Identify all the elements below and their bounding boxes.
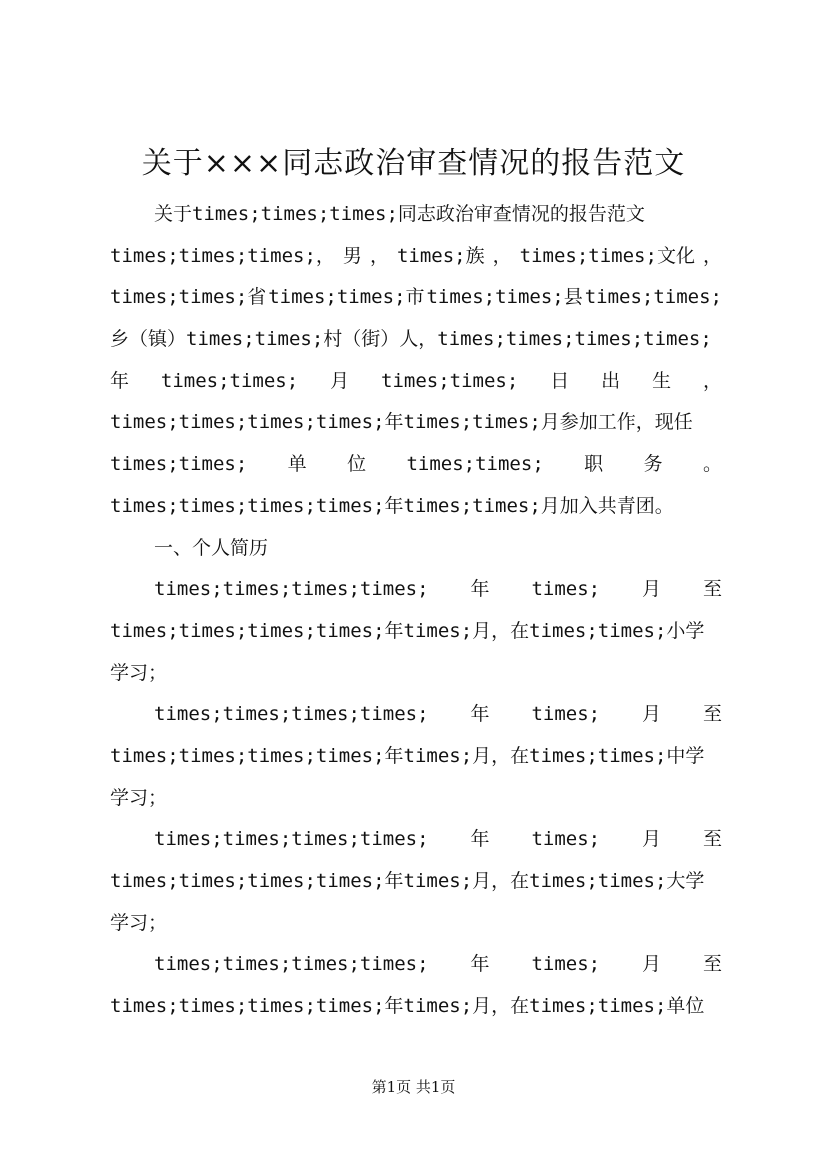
paragraph-line: 关于times;times;times;同志政治审查情况的报告范文 — [154, 203, 645, 225]
resume-entry-line: times;times;times;times;年times;月，在times;times;大学 — [110, 870, 705, 892]
text-segment: times;times;times;times; — [154, 703, 429, 726]
resume-entry-line: 学习； — [110, 911, 168, 934]
paragraph-line: times;times;times;times;年times;times;月加入共青团。 — [110, 494, 674, 517]
resume-entry-line — [110, 694, 722, 736]
text-segment: 月 — [642, 953, 662, 976]
text-segment: 年 — [470, 703, 490, 726]
text-segment: times;times; — [584, 286, 722, 309]
text-segment: times;times; — [160, 369, 299, 392]
section-heading: 一、个人简历 — [154, 536, 269, 559]
text-segment: 位 — [347, 453, 367, 476]
text-segment: times;times;times;times; — [154, 828, 429, 851]
text-segment: 月 — [642, 703, 662, 726]
text-segment: 至 — [702, 703, 722, 726]
document-body — [110, 194, 722, 1028]
text-segment: times;times;县 — [426, 286, 583, 309]
text-segment: 出 — [601, 369, 621, 392]
text-segment: 生 — [652, 369, 672, 392]
text-segment: times;times;times;times; — [154, 578, 429, 601]
paragraph-line: 乡（镇）times;times;村（街）人，times;times;times;times; — [110, 328, 712, 351]
text-segment: 男 — [342, 244, 362, 267]
resume-entry-line: times;times;times;times;年times;月，在times;times;单位 — [110, 995, 705, 1018]
text-segment: times;times;市 — [268, 286, 425, 309]
text-segment: 单 — [287, 453, 307, 476]
text-segment: 月 — [642, 828, 662, 851]
resume-entry-line — [110, 569, 722, 611]
text-segment: times; — [531, 953, 601, 976]
resume-entry-line: 学习； — [110, 661, 168, 684]
resume-entry-line: times;times;times;times;年times;月，在times;times;中学 — [110, 744, 705, 767]
resume-entry-line — [110, 819, 722, 861]
text-segment: times; — [531, 703, 601, 726]
text-segment: times; — [531, 828, 601, 851]
paragraph-line — [110, 444, 722, 486]
text-segment: ， — [369, 244, 389, 267]
text-segment: 至 — [702, 828, 722, 851]
text-segment: times;times; — [406, 453, 544, 476]
paragraph-line — [110, 277, 722, 319]
resume-entry-line: 学习； — [110, 786, 168, 809]
text-segment: ， — [492, 244, 512, 267]
paragraph-line — [110, 361, 722, 403]
text-segment: 年 — [110, 369, 130, 392]
resume-entry-line — [110, 944, 722, 986]
document-title: 关于×××同志政治审查情况的报告范文 — [141, 146, 686, 181]
text-segment: 职 — [584, 453, 604, 476]
text-segment: 日 — [550, 369, 570, 392]
text-segment: 。 — [702, 453, 722, 476]
text-segment: times;times;文化 — [519, 244, 695, 267]
text-segment: times;times;times;， — [110, 244, 335, 267]
text-segment: ， — [702, 369, 722, 392]
text-segment: times; — [531, 578, 601, 601]
text-segment: times;times;times;times; — [154, 953, 429, 976]
text-segment: times;times; — [110, 453, 248, 476]
text-segment: 至 — [702, 578, 722, 601]
text-segment: 年 — [470, 578, 490, 601]
page-footer: 第1页 共1页 — [371, 1078, 456, 1096]
text-segment: 至 — [702, 953, 722, 976]
text-segment: ， — [702, 244, 722, 267]
text-segment: 月 — [642, 578, 662, 601]
text-segment: 年 — [470, 828, 490, 851]
paragraph-line: times;times;times;times;年times;times;月参加工作，现任 — [110, 411, 693, 434]
text-segment: times;族 — [396, 244, 485, 267]
text-segment: 务 — [643, 453, 663, 476]
text-segment: times;times;省 — [110, 286, 267, 309]
text-segment: 月 — [330, 369, 350, 392]
paragraph-line — [110, 236, 722, 278]
resume-entry-line: times;times;times;times;年times;月，在times;times;小学 — [110, 619, 705, 642]
text-segment: times;times; — [381, 369, 519, 392]
text-segment: 年 — [470, 953, 490, 976]
